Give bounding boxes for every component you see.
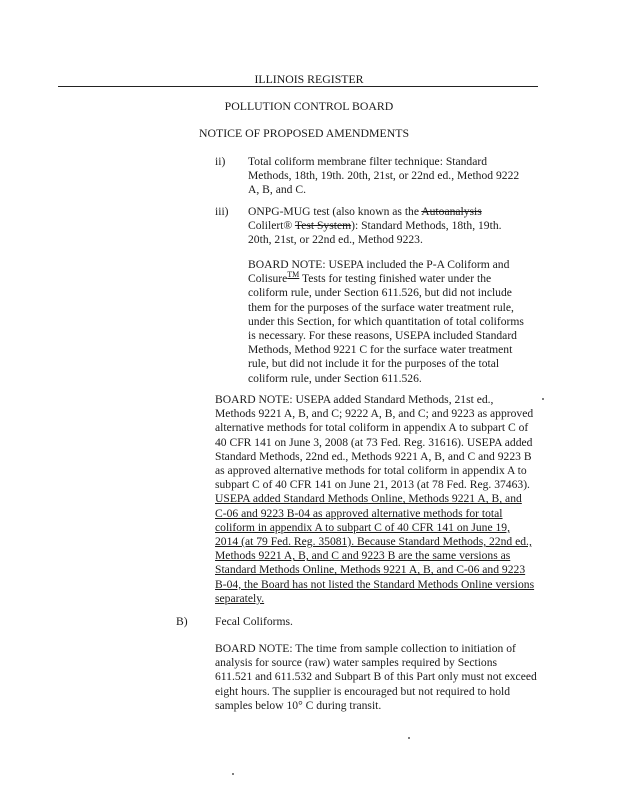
item-iii-text-c: ): Standard Methods, 18th, 19th. 20th, 21st, or 22nd ed., Method 9223. bbox=[248, 219, 502, 247]
board-note-2-text: BOARD NOTE: USEPA added Standard Methods, 21st ed., Methods 9221 A, B, and C; 9222 A, B, and C; and 9223 as approved alternative methods for total coliform in appendix A to subpart C of 40 CFR 141 on June 3, 2008 (at 73 Fed. Reg. 31616). USEPA added Standard Methods, 22nd ed., Methods 9221 A, B, and C and 9223 B as approved alternative methods for total coliform in appendix A to subpart C of 40 CFR 141 on June 21, 2013 (at 78 Fed. Reg. 37463). bbox=[215, 393, 534, 492]
item-b-label: B) bbox=[176, 615, 188, 628]
item-b-text: Fecal Coliforms. bbox=[215, 615, 293, 628]
struck-autoanalysis: Autoanalysis bbox=[421, 205, 482, 218]
board-note-3: BOARD NOTE: The time from sample collection to initiation of analysis for source (raw) water samples required by Sections 611.521 and 611.532 and Subpart B of this Part only must not exceed eight hours. The supplier is encouraged but not required to hold samples below 10° C during transit. bbox=[215, 642, 537, 712]
board-note-2 bbox=[215, 393, 535, 606]
item-iii-text-b: Colilert® bbox=[248, 219, 295, 233]
scan-speck bbox=[542, 398, 544, 400]
item-ii-label: ii) bbox=[215, 155, 226, 168]
header-rule bbox=[58, 86, 538, 87]
board-note-2-added-text: USEPA added Standard Methods Online, Methods 9221 A, B, and C-06 and 9223 B-04 as approved alternative methods for total coliform in appendix A to subpart C of 40 CFR 141 on June 19, 2014 (at 79 Fed. Reg. 35081). Because Standard Methods, 22nd ed., Methods 9221 A, B, and C and 9223 B are the same versions as Standard Methods Online, Methods 9221 A, B, and C-06 and 9223 B-04, the Board has not listed the Standard Methods Online versions separately. bbox=[215, 492, 535, 605]
board-note-1-text-b: Tests for testing finished water under the coliform rule, under Section 611.526, but did not include them for the purposes of the surface water treatment rule, under this Section, for which quantitation of total coliforms is necessary. For these reasons, USEPA included Standard Methods, Method 9221 C for the surface water treatment rule, but did not include it for the purposes of the total coliform rule, under Section 611.526. bbox=[248, 272, 524, 385]
struck-test-system: Test System bbox=[294, 219, 352, 233]
item-iii-text-a: ONPG-MUG test (also known as the bbox=[248, 205, 422, 218]
board-note-1-text-a: BOARD NOTE: USEPA included the P-A Coliform and Colisure bbox=[248, 258, 510, 286]
trademark-mark: TM bbox=[287, 270, 300, 280]
scan-speck bbox=[232, 773, 234, 775]
register-title: ILLINOIS REGISTER bbox=[254, 72, 364, 86]
notice-title: NOTICE OF PROPOSED AMENDMENTS bbox=[198, 126, 410, 140]
item-iii-label: iii) bbox=[215, 205, 229, 218]
scan-speck bbox=[408, 737, 410, 739]
board-title: POLLUTION CONTROL BOARD bbox=[224, 99, 394, 113]
board-note-1 bbox=[248, 258, 530, 386]
item-iii-text bbox=[248, 205, 520, 248]
item-ii-text: Total coliform membrane filter technique: Standard Methods, 18th, 19th. 20th, 21st, or 22nd ed., Method 9222 A, B, and C. bbox=[248, 155, 520, 197]
